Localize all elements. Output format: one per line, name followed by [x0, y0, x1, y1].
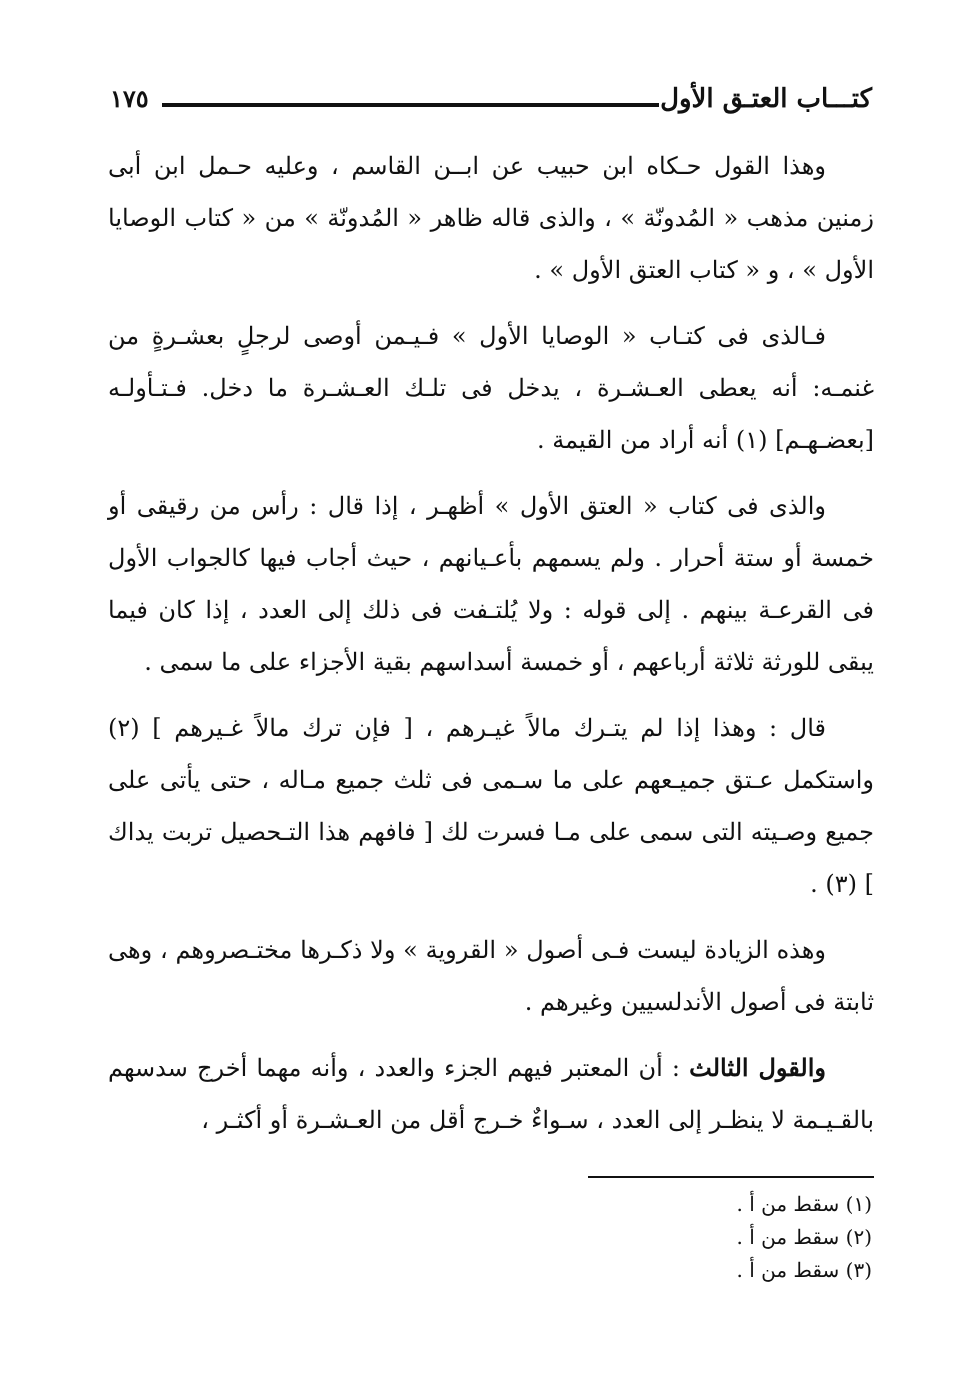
paragraph	[108, 702, 874, 910]
paragraph	[108, 140, 874, 296]
paragraph-text: والذى فى كتاب « العتق الأول » أظهـر ، إذا قال : رأس من رقيقى أو خمسة أو ستة أحرار . ولم يسمهم بأعـيانهم ، حيث أجاب فيها كالجواب الأول فى القرعـة بينهم . إلى قوله : ولا يُلتـفت فى ذلك إلى العدد ، إذا كان فيما يبقى للورثة ثلاثة أرباعهم ، أو خمسة أسداسهم بقية الأجزاء على ما سمى .	[108, 492, 874, 676]
footnote: (١) سقط من أ .	[736, 1192, 872, 1216]
page-header	[110, 84, 872, 124]
chapter-title: كتـــاب العتـق الأول	[660, 84, 872, 114]
footnote: (٢) سقط من أ .	[736, 1225, 872, 1249]
paragraph	[108, 310, 874, 466]
main-text	[108, 140, 874, 1160]
paragraph-text: وهذه الزيادة ليست فـى أصول « القروية » ولا ذكـرها مختـصروهم ، وهى ثابتة فى أصول الأندلسيين وغيرهم .	[108, 936, 874, 1016]
footnote-separator	[588, 1176, 874, 1178]
paragraph	[108, 924, 874, 1028]
paragraph-text: قال : وهذا إذا لم يتـرك مالاً غيـرهم ، [ فإن ترك مالاً غـيرهم ] (٢) واستكمل عـتق جميـعهم على ما سـمى فى ثلث جميع مـاله ، حتى يأتى على جميع وصـيته التى سمى على مـا فسرت لك [ فافهم هذا التـحصيل تربت يداك ] (٣) .	[108, 714, 874, 898]
paragraph-text: : أن المعتبر فيهم الجزء والعدد ، وأنه مهما أخرج سدسهم بالقـيـمة لا ينظـر إلى العدد ، سـواءٌ خـرج أقل من العـشـرة أو أكثـر ،	[108, 1054, 874, 1134]
page-number: ١٧٥	[110, 84, 149, 113]
paragraph-text: وهذا القول حـكاه ابن حبيب عن ابــن القاسم ، وعليه حـمل ابن أبى زمنين مذهب « المُدونّة » ، والذى قاله ظاهر « المُدونّة » من « كتاب الوصايا الأول » ، و « كتاب العتق الأول » .	[108, 152, 874, 284]
paragraph-lead: والقول الثالث	[689, 1053, 826, 1082]
paragraph-text: فـالذى فى كتـاب « الوصايا الأول » فـيـمن أوصى لرجلٍ بعشـرةٍ من غنمـه: أنه يعطى العـشـرة ، يدخل فى تلـك العـشـرة ما دخل. فـتـأولـه [بعضـهـم] (١) أنه أراد من القيمة .	[108, 322, 874, 454]
footnotes	[560, 1188, 872, 1287]
paragraph	[108, 480, 874, 688]
header-rule	[162, 103, 659, 107]
paragraph	[108, 1042, 874, 1146]
footnote: (٣) سقط من أ .	[736, 1258, 872, 1282]
